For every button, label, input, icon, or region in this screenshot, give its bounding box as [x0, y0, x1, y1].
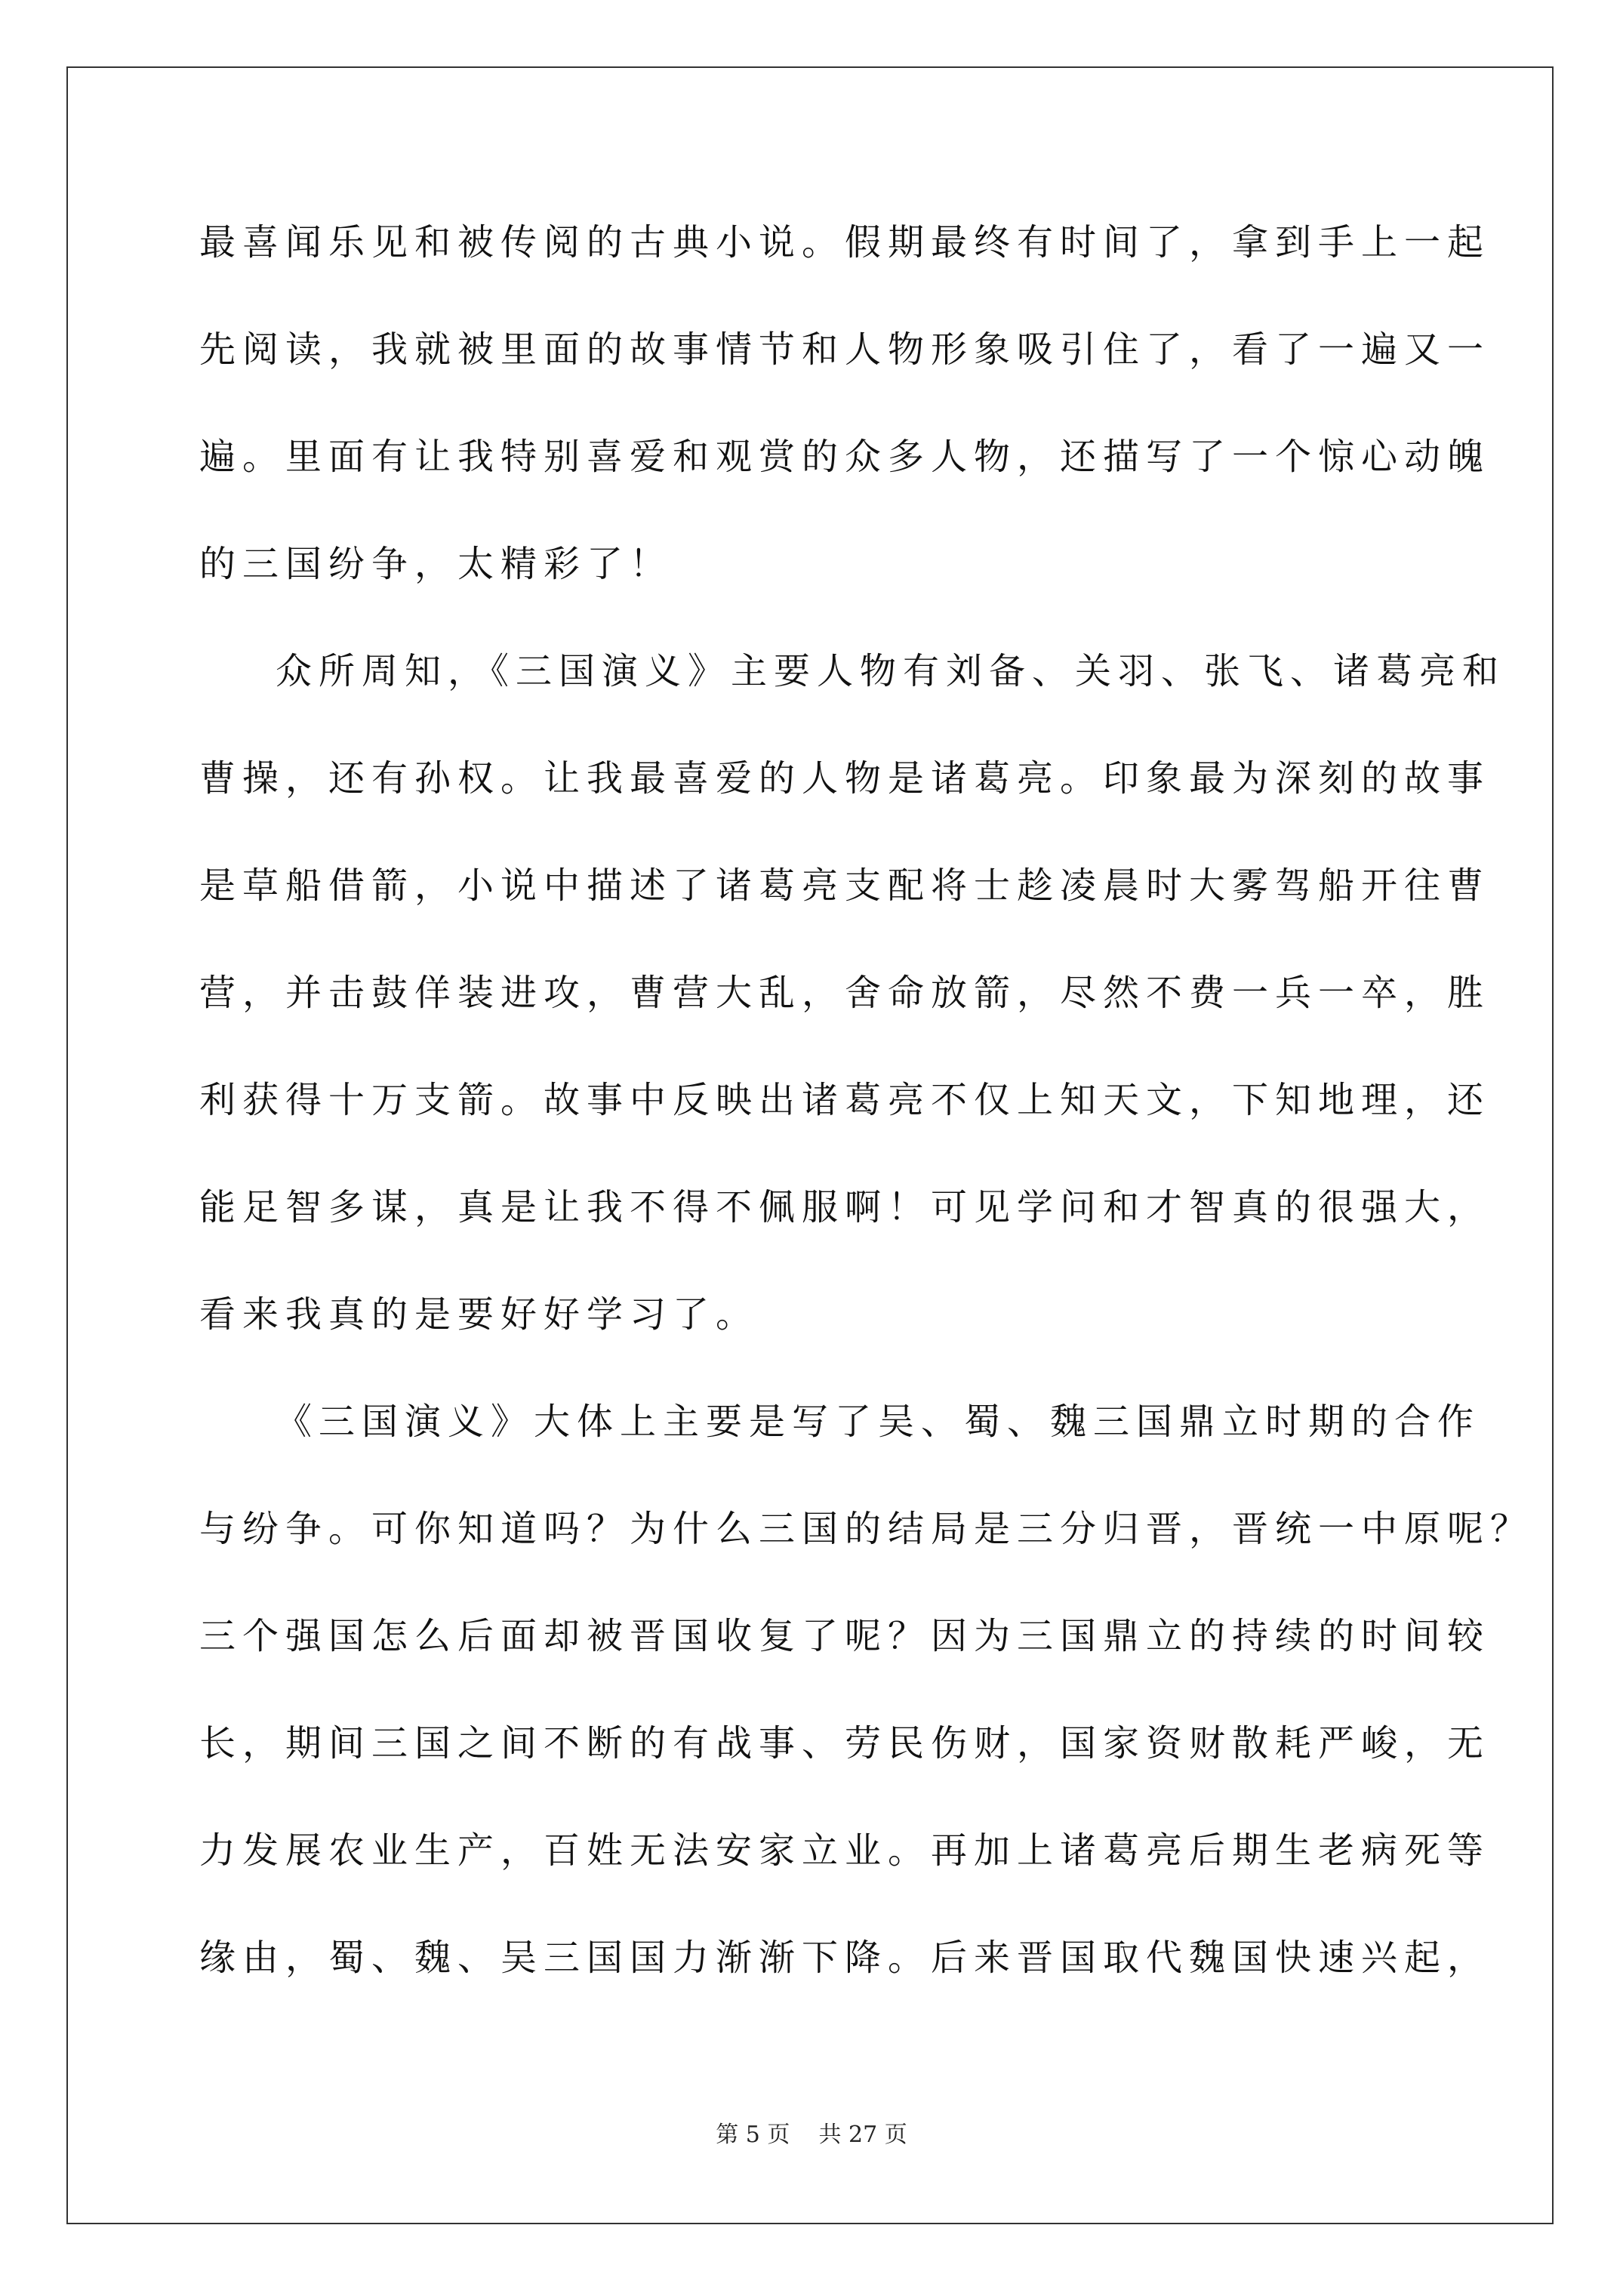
text-line: 先阅读，我就被里面的故事情节和人物形象吸引住了，看了一遍又一 — [199, 328, 1491, 371]
text-line: 的三国纷争，太精彩了！ — [199, 543, 673, 585]
body-text — [199, 215, 1534, 2038]
text-line: 三个强国怎么后面却被晋国收复了呢？因为三国鼎立的持续的时间较 — [199, 1615, 1491, 1657]
text-line: 能足智多谋，真是让我不得不佩服啊！可见学问和才智真的很强大， — [199, 1186, 1491, 1228]
page-number: 第 5 页 共 27 页 — [716, 2122, 907, 2148]
text-line: 遍。里面有让我特别喜爱和观赏的众多人物，还描写了一个惊心动魄 — [199, 436, 1491, 478]
text-line: 长，期间三国之间不断的有战事、劳民伤财，国家资财散耗严峻，无 — [199, 1722, 1491, 1764]
text-line: 曹操，还有孙权。让我最喜爱的人物是诸葛亮。印象最为深刻的故事 — [199, 757, 1491, 800]
text-line: 利获得十万支箭。故事中反映出诸葛亮不仅上知天文，下知地理，还 — [199, 1079, 1491, 1121]
text-line: 力发展农业生产，百姓无法安家立业。再加上诸葛亮后期生老病死等 — [199, 1829, 1491, 1872]
paragraph-start-line: 《三国演义》大体上主要是写了吴、蜀、魏三国鼎立时期的合作 — [276, 1401, 1481, 1443]
text-line: 与纷争。可你知道吗？为什么三国的结局是三分归晋，晋统一中原呢？ — [199, 1508, 1534, 1550]
text-line: 是草船借箭，小说中描述了诸葛亮支配将士趁凌晨时大雾驾船开往曹 — [199, 864, 1491, 907]
text-line: 营，并击鼓佯装进攻，曹营大乱，舍命放箭，尽然不费一兵一卒，胜 — [199, 972, 1491, 1014]
text-line: 最喜闻乐见和被传阅的古典小说。假期最终有时间了，拿到手上一起 — [199, 221, 1491, 264]
text-line: 看来我真的是要好好学习了。 — [199, 1293, 759, 1336]
paragraph-start-line: 众所周知，《三国演义》主要人物有刘备、关羽、张飞、诸葛亮和 — [276, 650, 1506, 692]
text-line: 缘由，蜀、魏、吴三国国力渐渐下降。后来晋国取代魏国快速兴起， — [199, 1937, 1491, 1979]
